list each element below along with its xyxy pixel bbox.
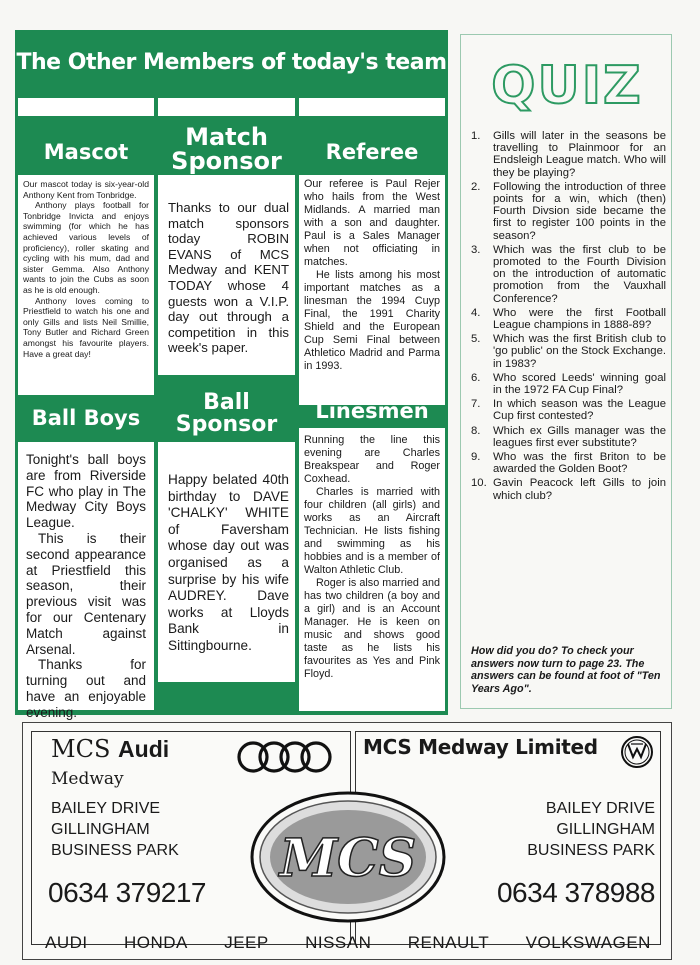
quiz-question-number: 6. <box>471 371 481 384</box>
audi-dealer-phone: 0634 379217 <box>48 877 207 908</box>
mascot-heading: Mascot <box>43 140 129 164</box>
ball-boys-paragraph: Tonight's ball boys are from Riverside FC who play in The Medway City Boys League. <box>26 452 146 531</box>
mascot-paragraph: Our mascot today is six-year-old Anthony Kent from Tonbridge. <box>23 179 149 200</box>
quiz-question <box>471 244 666 305</box>
team-title: The Other Members of today's team <box>16 50 447 75</box>
quiz-question-number: 1. <box>471 130 481 142</box>
quiz-question-number: 7. <box>471 398 481 411</box>
header-strip <box>158 98 295 116</box>
quiz-question-text: In which season was the League Cup first contested? <box>493 398 666 423</box>
quiz-question-number: 5. <box>471 333 481 346</box>
quiz-question-text: Following the introduction of three points for a win, which (then) Fourth Divsion side became the first to register 100 points in the season? <box>493 180 666 242</box>
quiz-title <box>491 53 643 116</box>
brand-name: VOLKSWAGEN <box>525 933 651 952</box>
quiz-question-text: Which was the first club to be promoted to the Fourth Division on the introduction of automatic promotion from the Vauxhall Conference? <box>493 243 666 305</box>
address-line: BUSINESS PARK <box>527 842 655 859</box>
audi-rings-icon <box>235 740 335 774</box>
audi-dealer-name-audi: Audi <box>118 736 170 762</box>
brand-name: RENAULT <box>407 933 490 952</box>
quiz-question-number: 3. <box>471 243 481 256</box>
audi-dealer-name-mcs: MCS <box>51 735 111 763</box>
audi-dealer-address <box>51 798 179 861</box>
address-line: GILLINGHAM <box>556 821 655 838</box>
quiz-question <box>471 451 666 475</box>
mcs-logo <box>248 785 448 925</box>
mcs-advert <box>22 722 672 960</box>
linesmen-paragraph: Roger is also married and has two children (a boy and a girl) and is an Account Manager. He is keen on music and shows good taste as he lists his favourites as Yes and Pink Floyd. <box>304 577 440 680</box>
match-sponsor-heading-line: Match <box>185 123 268 151</box>
vw-dealer-name: MCS Medway Limited <box>363 735 598 759</box>
mascot-paragraph: Anthony plays football for Tonbridge Invicta and enjoys swimming (for which he has achieved various levels of proficiency), roller skating and cycling with his mum, dad and sister Gemma. Also Anthony wants to join the Cubs as soon as he is old enough. <box>23 200 149 295</box>
quiz-question-number: 4. <box>471 306 481 319</box>
ball-sponsor-text: Happy belated 40th birthday to DAVE 'CHALKY' WHITE of Faversham whose day out was organised as a surprise by his wife AUDREY. Dave works at Lloyds Bank in Sittingbourne. <box>158 442 295 682</box>
address-line: BUSINESS PARK <box>51 842 179 859</box>
ball-boys-paragraph: This is their second appearance at Priestfield this season, their previous visit was for our Centenary Match against Arsenal. <box>26 530 146 657</box>
referee-paragraph: Our referee is Paul Rejer who hails from the West Midlands. A married man with a son and daughter. Paul is a Sales Manager when not officiating in matches. <box>304 178 440 268</box>
quiz-footer: How did you do? To check your answers now turn to page 23. The answers can be found at foot of "Ten Years Ago". <box>471 645 661 695</box>
quiz-question-number: 8. <box>471 424 481 437</box>
address-line: GILLINGHAM <box>51 821 150 838</box>
match-sponsor-heading-line: Sponsor <box>171 147 282 175</box>
ball-boys-text <box>18 442 154 720</box>
quiz-question-text: Which was the first British club to 'go public' on the Stock Exchange. in 1983? <box>493 333 666 370</box>
ball-sponsor-heading-line: Sponsor <box>175 412 278 437</box>
brand-name: AUDI <box>45 933 88 952</box>
referee-paragraph: He lists among his most important matches as a linesman the 1994 Cuyp Final, the 1991 Charity Shield and the European Cup Semi Final between Athletico Madrid and Parma in 1993. <box>304 269 440 372</box>
mascot-text <box>18 175 154 395</box>
ball-sponsor-heading <box>158 392 295 436</box>
audi-dealer-name <box>51 735 169 763</box>
team-panel <box>15 30 448 720</box>
vw-dealer-address <box>453 798 655 861</box>
quiz-question <box>471 398 666 422</box>
volkswagen-logo-icon <box>620 735 654 769</box>
quiz-question <box>471 307 666 331</box>
quiz-panel <box>460 34 672 709</box>
quiz-question-number: 10. <box>471 477 487 490</box>
quiz-question <box>471 425 666 449</box>
quiz-title-text: QUIZ <box>491 56 643 116</box>
quiz-question-text: Who were the first Football League champions in 1888-89? <box>493 306 666 332</box>
referee-heading: Referee <box>325 140 419 164</box>
brand-list <box>45 933 651 953</box>
referee-text <box>299 175 445 405</box>
quiz-question-text: Gavin Peacock left Gills to join which club? <box>493 477 666 502</box>
match-sponsor-heading <box>158 125 295 173</box>
quiz-question <box>471 181 666 242</box>
quiz-list <box>471 130 666 504</box>
quiz-question-text: Who scored Leeds' winning goal in the 1972 FA Cup Final? <box>493 371 666 397</box>
match-sponsor-text: Thanks to our dual match sponsors today ROBIN EVANS of MCS Medway and KENT TODAY whose 4 guests won a V.I.P. day out through a competition in this week's paper. <box>158 175 295 375</box>
header-strip <box>18 98 154 116</box>
quiz-question-text: Gills will later in the seasons be travelling to Plainmoor for an Endsleigh League match. Who will they be playing? <box>493 130 666 179</box>
quiz-question-text: Which ex Gills manager was the leagues first ever substitute? <box>493 424 666 449</box>
quiz-question <box>471 333 666 370</box>
ball-sponsor-heading-line: Ball <box>203 390 250 415</box>
linesmen-heading: Linesmen <box>315 399 429 423</box>
quiz-question-number: 9. <box>471 451 481 464</box>
quiz-question <box>471 477 666 501</box>
quiz-question-number: 2. <box>471 180 481 193</box>
linesmen-paragraph: Running the line this evening are Charles Breakspear and Roger Coxhead. <box>304 434 440 485</box>
ball-boys-paragraph: Thanks for turning out and have an enjoyable evening. <box>26 657 146 720</box>
linesmen-paragraph: Charles is married with four children (all girls) and works as an Aircraft Technician. He lists fishing and swimming as his hobbies and is a member of Walton Athletic Club. <box>304 486 440 576</box>
linesmen-text <box>299 428 445 711</box>
brand-name: HONDA <box>123 933 188 952</box>
quiz-question <box>471 130 666 179</box>
vw-dealer-phone: 0634 378988 <box>496 877 655 908</box>
brand-name: NISSAN <box>305 933 372 952</box>
quiz-question-text: Who was the first Briton to be awarded the Golden Boot? <box>493 451 666 476</box>
quiz-question <box>471 372 666 396</box>
mascot-paragraph: Anthony loves coming to Priestfield to watch his one and only Gills and lists Neil Smillie, Tony Butler and Richard Green amongst his favourite players. Have a great day! <box>23 295 149 359</box>
brand-name: JEEP <box>224 933 269 952</box>
header-strip <box>299 98 445 116</box>
ball-boys-heading: Ball Boys <box>31 406 141 430</box>
mcs-logo-text: MCS <box>279 828 417 889</box>
audi-dealer-location: Medway <box>51 769 124 789</box>
address-line: BAILEY DRIVE <box>545 800 655 817</box>
address-line: BAILEY DRIVE <box>51 800 161 817</box>
